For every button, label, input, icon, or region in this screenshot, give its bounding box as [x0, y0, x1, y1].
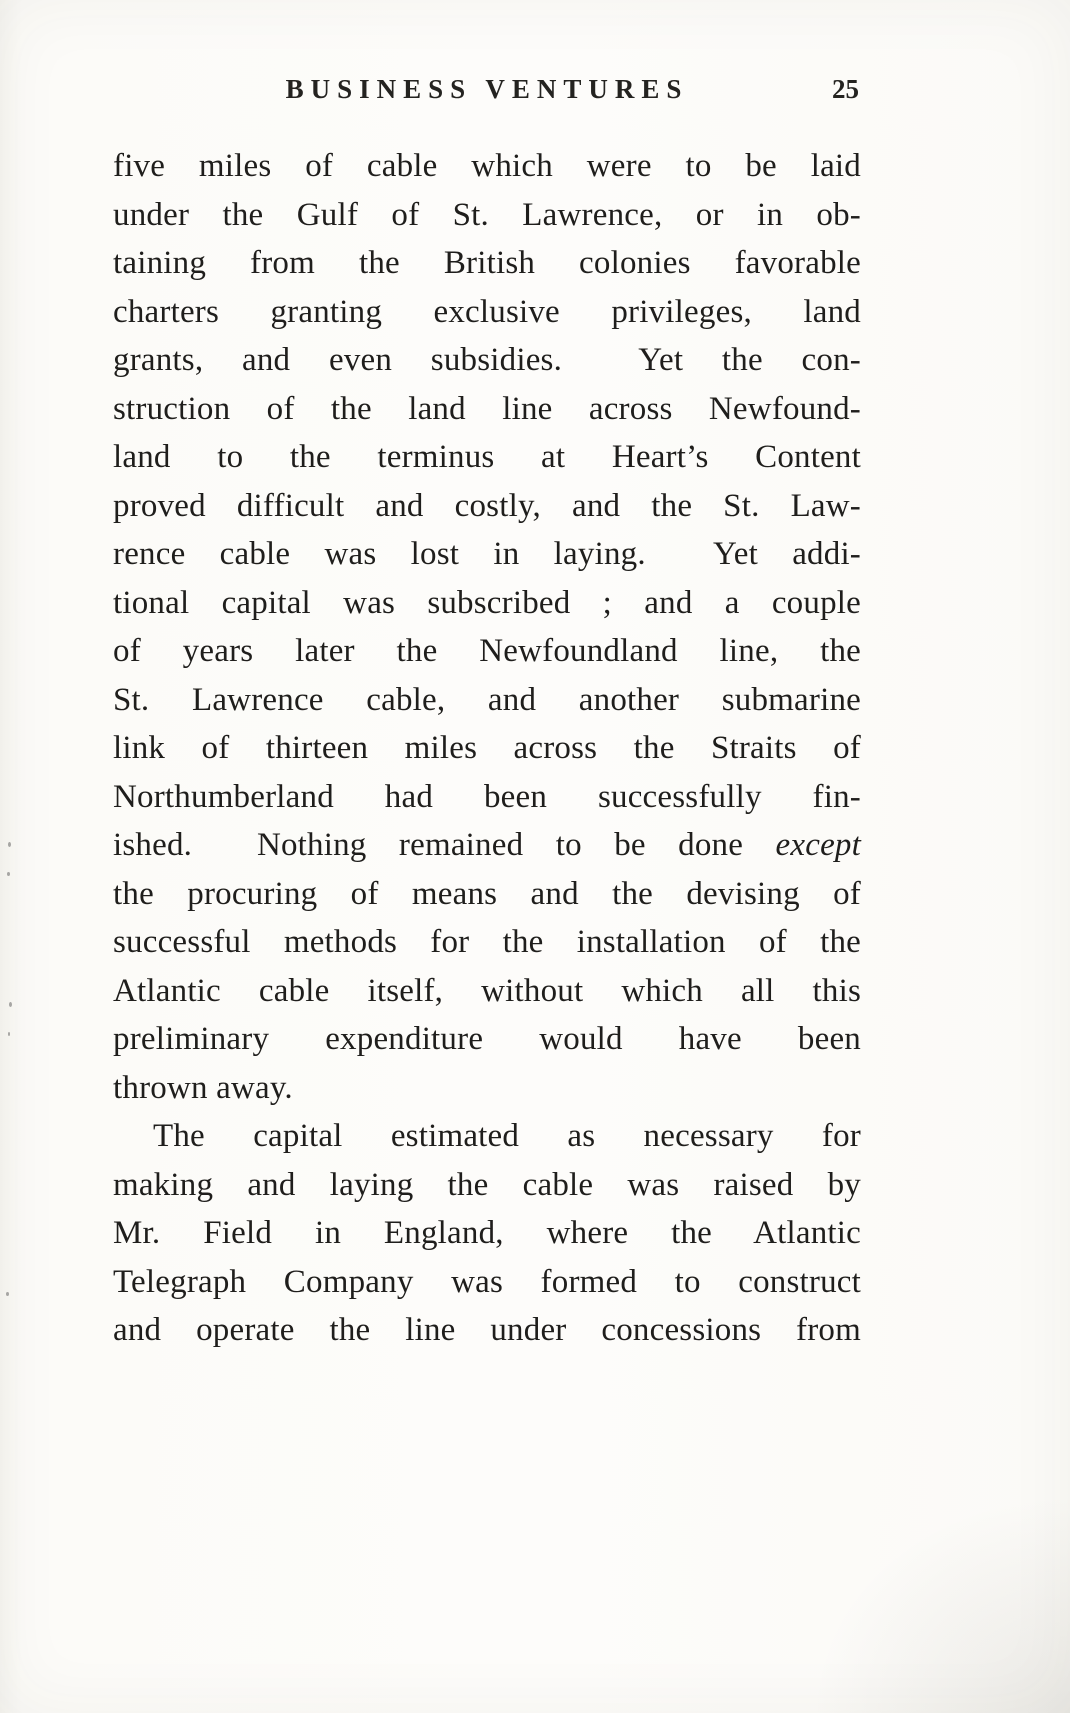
- text-line: [113, 530, 861, 579]
- text-line: [113, 627, 861, 676]
- text-line: [113, 288, 861, 337]
- text-segment: proved difficult and costly, and the St. Law-: [113, 487, 861, 524]
- text-line: [113, 1161, 861, 1210]
- text-line: [113, 821, 861, 870]
- scan-artifact: [7, 872, 10, 876]
- text-segment: five miles of cable which were to be laid: [113, 148, 861, 184]
- text-segment: St. Lawrence cable, and another submarine: [113, 681, 861, 718]
- text-segment: thrown away.: [113, 1069, 293, 1106]
- text-segment: grants, and even subsidies. Yet the con-: [113, 342, 861, 378]
- text-segment: Mr. Field in England, where the Atlantic: [113, 1215, 861, 1251]
- text-segment: tional capital was subscribed ; and a couple: [113, 584, 861, 621]
- text-line: [113, 1258, 861, 1307]
- page-number: 25: [832, 74, 859, 104]
- text-segment: under the Gulf of St. Lawrence, or in ob-: [113, 196, 861, 233]
- text-line: [113, 433, 861, 482]
- text-line: [113, 385, 861, 434]
- scan-artifact: [6, 1292, 9, 1296]
- text-segment: taining from the British colonies favorable: [113, 245, 861, 281]
- text-segment: Atlantic cable itself, without which all this: [113, 972, 861, 1009]
- scan-artifact: [9, 1002, 12, 1007]
- text-segment: struction of the land line across Newfound-: [113, 390, 861, 427]
- page-body: [113, 142, 861, 1355]
- text-segment: the procuring of means and the devising of: [113, 875, 861, 912]
- text-segment: of years later the Newfoundland line, the: [113, 633, 861, 669]
- text-line: [113, 1209, 861, 1258]
- text-segment: The capital estimated as necessary for: [153, 1118, 861, 1154]
- text-segment: Telegraph Company was formed to construct: [113, 1263, 861, 1300]
- text-segment: preliminary expenditure would have been: [113, 1021, 861, 1057]
- running-header-title: BUSINESS VENTURES: [285, 74, 689, 104]
- paragraph: [113, 1112, 861, 1355]
- running-header: [113, 74, 861, 118]
- text-line: [113, 142, 861, 191]
- text-line: [113, 870, 861, 919]
- text-line: [113, 1306, 861, 1355]
- scan-artifact: [8, 842, 11, 847]
- text-line: [113, 967, 861, 1016]
- text-segment: Northumberland had been successfully fin-: [113, 778, 861, 815]
- text-line: [113, 239, 861, 288]
- text-segment: link of thirteen miles across the Straits of: [113, 730, 861, 766]
- text-line: [113, 1112, 861, 1161]
- text-line: [113, 579, 861, 628]
- text-line: [113, 918, 861, 967]
- text-line: [113, 724, 861, 773]
- emphasized-word: except: [775, 827, 861, 863]
- paragraph: [113, 142, 861, 1112]
- scan-artifact: [8, 1032, 10, 1036]
- text-line: [113, 676, 861, 725]
- text-line: [113, 1064, 861, 1113]
- text-segment: successful methods for the installation of the: [113, 924, 861, 960]
- text-segment: making and laying the cable was raised by: [113, 1166, 861, 1203]
- text-segment: and operate the line under concessions from: [113, 1312, 861, 1348]
- text-line: [113, 1015, 861, 1064]
- text-line: [113, 191, 861, 240]
- text-column: [113, 74, 861, 1355]
- text-line: [113, 482, 861, 531]
- text-line: [113, 336, 861, 385]
- text-segment: land to the terminus at Heart’s Content: [113, 439, 861, 475]
- page-curl-shadow: [810, 1493, 1070, 1713]
- text-line: [113, 773, 861, 822]
- text-segment: ished. Nothing remained to be done: [113, 827, 776, 863]
- text-segment: rence cable was lost in laying. Yet addi-: [113, 536, 861, 572]
- text-segment: charters granting exclusive privileges, land: [113, 293, 861, 330]
